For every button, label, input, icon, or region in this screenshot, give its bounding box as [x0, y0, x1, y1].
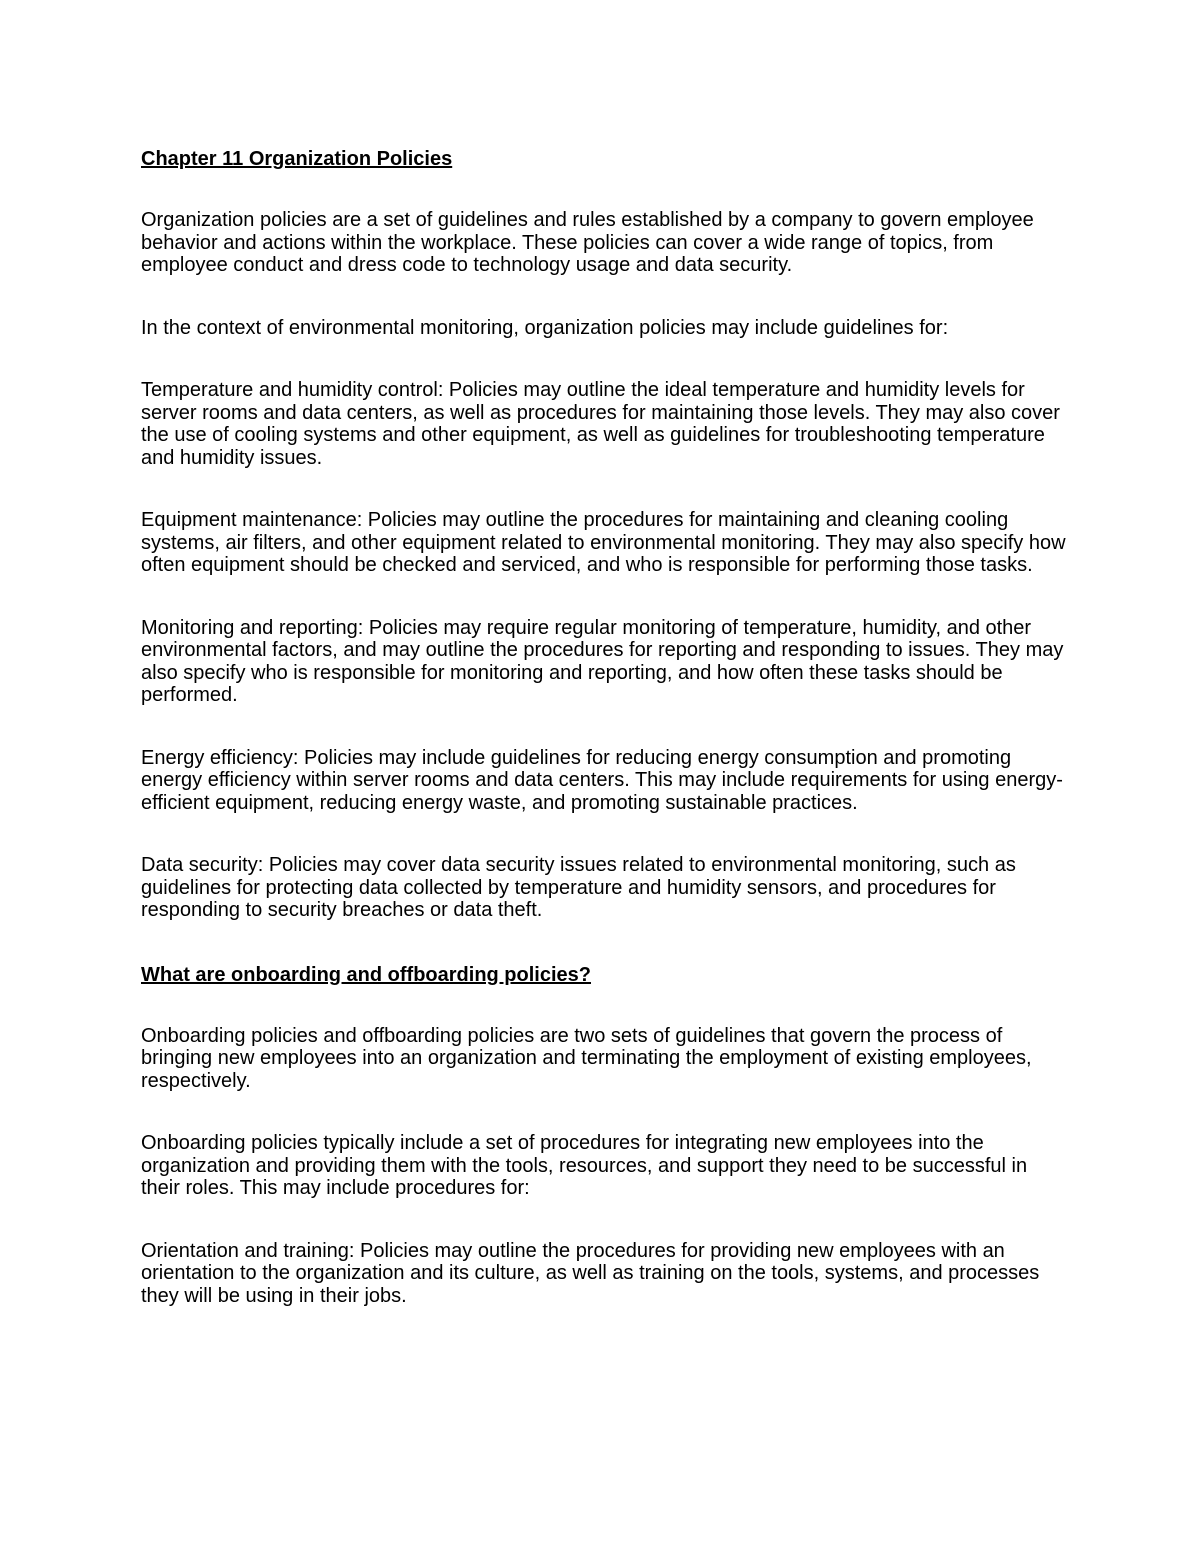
document-page	[141, 146, 1066, 1307]
orientation-paragraph: Orientation and training: Policies may outline the procedures for providing new employees with an orientation to the organization and its culture, as well as training on the tools, systems, and processes they will be using in their jobs.	[141, 1239, 1040, 1307]
onoff-paragraph: Onboarding policies and offboarding policies are two sets of guidelines that govern the process of bringing new employees into an organization and terminating the employment of existing employees, respectively.	[141, 1024, 1032, 1092]
temperature-paragraph: Temperature and humidity control: Policies may outline the ideal temperature and humidity levels for server rooms and data centers, as well as procedures for maintaining those levels. They may also cover the use of cooling systems and other equipment, as well as guidelines for troubleshooting temperature and humidity issues.	[141, 379, 1060, 469]
data-security-paragraph: Data security: Policies may cover data security issues related to environmental monitoring, such as guidelines for protecting data collected by temperature and humidity sensors, and procedures for responding to security breaches or data theft.	[141, 854, 1016, 921]
equipment-paragraph: Equipment maintenance: Policies may outline the procedures for maintaining and cleaning cooling systems, air filters, and other equipment related to environmental monitoring. They may also specify how often equipment should be checked and serviced, and who is responsible for performing those tasks.	[141, 509, 1066, 576]
energy-paragraph: Energy efficiency: Policies may include guidelines for reducing energy consumption and promoting energy efficiency within server rooms and data centers. This may include requirements for using energy-efficient equipment, reducing energy waste, and promoting sustainable practices.	[141, 746, 1063, 814]
monitoring-paragraph: Monitoring and reporting: Policies may require regular monitoring of temperature, humidity, and other environmental factors, and may outline the procedures for reporting and responding to issues. They may also specify who is responsible for monitoring and reporting, and how often these tasks should be performed.	[141, 616, 1064, 706]
chapter-heading: Chapter 11 Organization Policies	[141, 148, 453, 170]
intro-paragraph: Organization policies are a set of guidelines and rules established by a company to govern employee behavior and actions within the workplace. These policies can cover a wide range of topics, from employee conduct and dress code to technology usage and data security.	[141, 209, 1034, 276]
context-paragraph: In the context of environmental monitoring, organization policies may include guidelines for:	[141, 316, 949, 339]
onboarding-subheading: What are onboarding and offboarding policies?	[141, 963, 591, 986]
onboarding-paragraph: Onboarding policies typically include a set of procedures for integrating new employees into the organization and providing them with the tools, resources, and support they need to be successful in their roles. This may include procedures for:	[141, 1132, 1028, 1199]
